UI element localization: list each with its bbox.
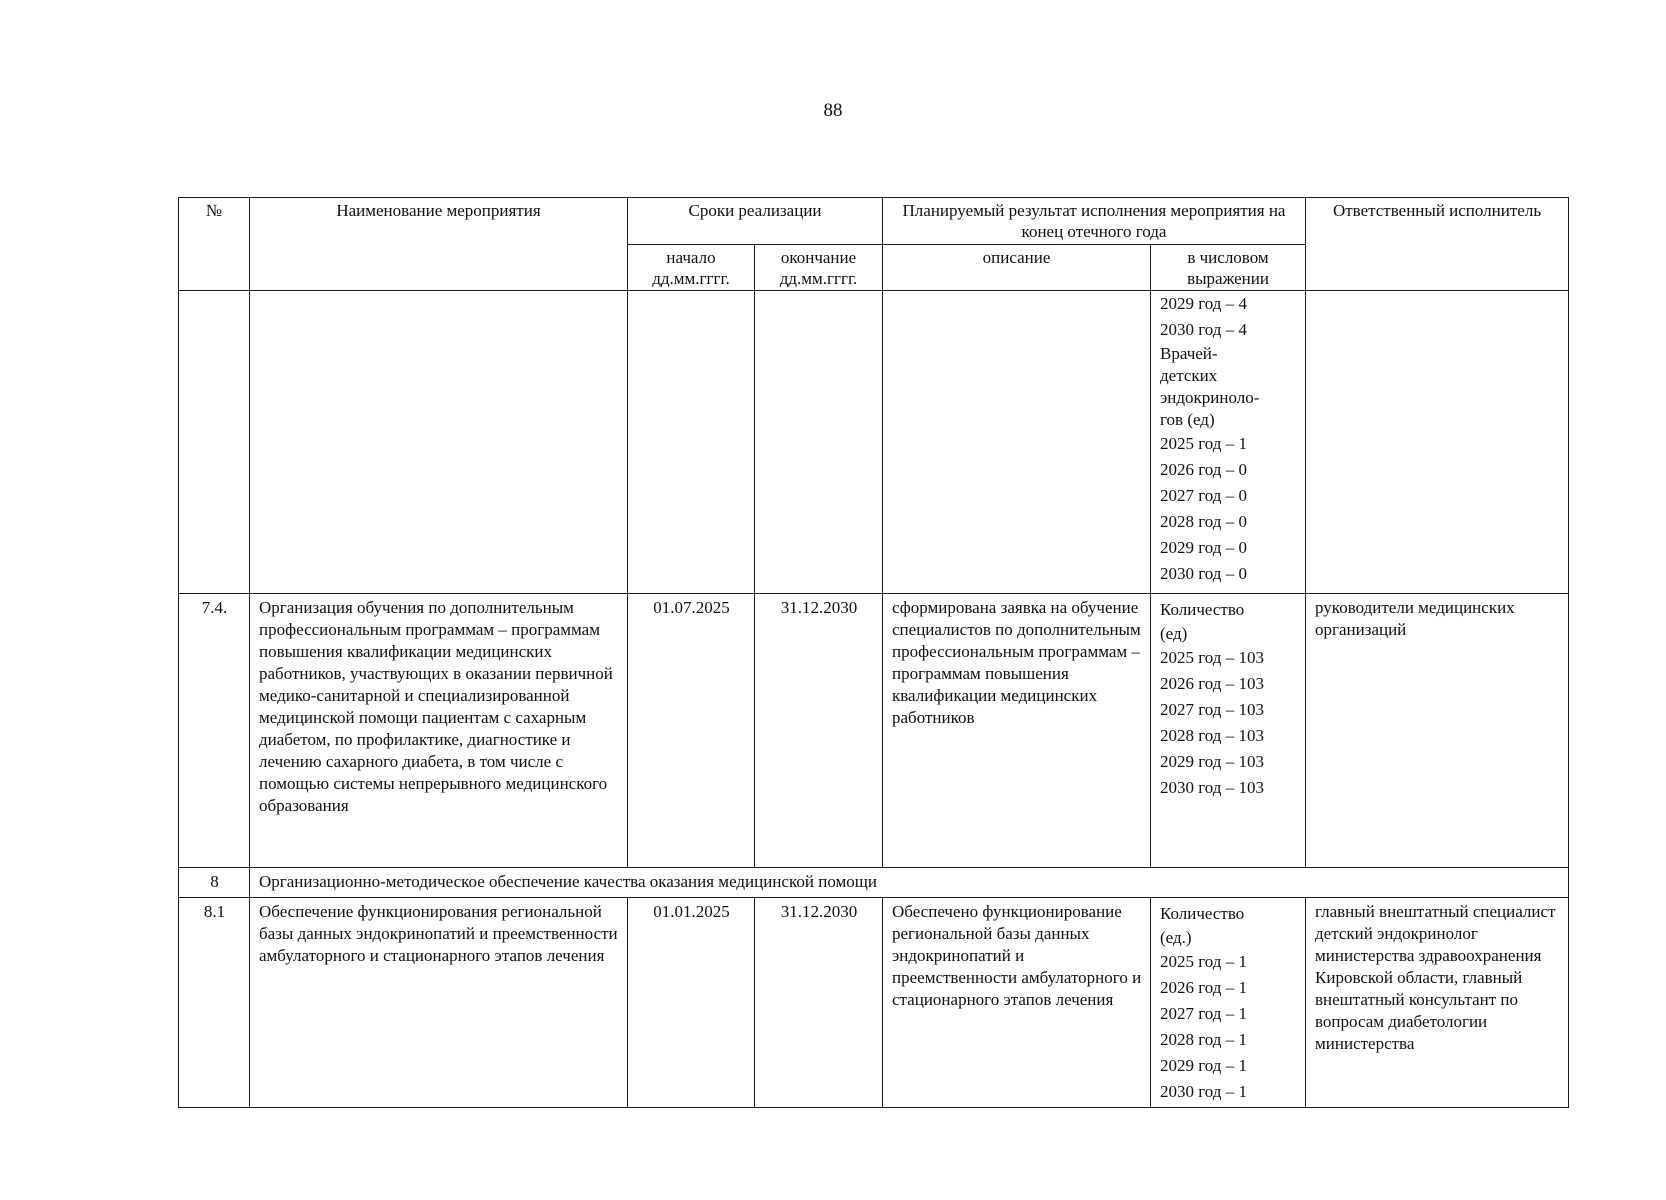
- numeric-values: [1151, 291, 1306, 594]
- section-row: [179, 868, 1569, 898]
- header-end-date: окончание дд.мм.гггг.: [755, 245, 883, 291]
- value-line: 2027 год – 1: [1160, 1004, 1247, 1023]
- value-line: 2026 год – 1: [1160, 978, 1247, 997]
- value-line: 2025 год – 1: [1160, 434, 1247, 453]
- value-line: 2029 год – 1: [1160, 1056, 1247, 1075]
- header-responsible: Ответственный исполнитель: [1306, 198, 1569, 291]
- header-number: №: [179, 198, 250, 291]
- table-row: [179, 594, 1569, 868]
- header-start-date: начало дд.мм.гггг.: [628, 245, 755, 291]
- header-event-name: Наименование мероприятия: [250, 198, 628, 291]
- numeric-values: [1151, 594, 1306, 868]
- value-line: 2029 год – 0: [1160, 538, 1247, 557]
- row-number: 7.4.: [179, 594, 250, 868]
- value-line: 2025 год – 103: [1160, 648, 1264, 667]
- end-date: 31.12.2030: [755, 594, 883, 868]
- end-date: 31.12.2030: [755, 898, 883, 1108]
- table-row: [179, 291, 1569, 594]
- row-number: 8.1: [179, 898, 250, 1108]
- result-description: сформирована заявка на обучение специалистов по дополнительным профессиональным программам – программам повышения квалификации медицинских работников: [883, 594, 1151, 868]
- value-line: 2029 год – 103: [1160, 752, 1264, 771]
- value-line: 2027 год – 103: [1160, 700, 1264, 719]
- value-line: 2025 год – 1: [1160, 952, 1247, 971]
- event-name: Обеспечение функционирования региональной базы данных эндокринопатий и преемственности амбулаторного и стационарного этапов лечения: [250, 898, 628, 1108]
- value-line: 2030 год – 103: [1160, 778, 1264, 797]
- value-line: Количество: [1160, 904, 1245, 923]
- numeric-values: [1151, 898, 1306, 1108]
- value-line: гов (ед): [1160, 410, 1215, 429]
- event-name: [250, 291, 628, 594]
- value-line: 2030 год – 1: [1160, 1082, 1247, 1101]
- value-line: 2028 год – 1: [1160, 1030, 1247, 1049]
- value-line: (ед.): [1160, 928, 1192, 947]
- value-line: Количество: [1160, 600, 1245, 619]
- section-number: 8: [179, 868, 250, 898]
- header-description: описание: [883, 245, 1151, 291]
- responsible-executor: главный внештатный специалист детский эндокринолог министерства здравоохранения Кировской области, главный внештатный консультант по вопросам диабетологии министерства: [1306, 898, 1569, 1108]
- value-line: Врачей-: [1160, 344, 1218, 363]
- section-title: Организационно-методическое обеспечение качества оказания медицинской помощи: [250, 868, 1569, 898]
- value-line: 2029 год – 4: [1160, 294, 1247, 313]
- value-line: 2030 год – 4: [1160, 320, 1247, 339]
- value-line: 2026 год – 0: [1160, 460, 1247, 479]
- page-number: 88: [823, 100, 843, 121]
- value-line: 2028 год – 103: [1160, 726, 1264, 745]
- row-number: [179, 291, 250, 594]
- result-description: [883, 291, 1151, 594]
- header-period: Сроки реализации: [628, 198, 883, 245]
- events-table: [178, 197, 1569, 1108]
- start-date: 01.07.2025: [628, 594, 755, 868]
- value-line: 2028 год – 0: [1160, 512, 1247, 531]
- event-name: Организация обучения по дополнительным профессиональным программам – программам повышения квалификации медицинских работников, участвующих в оказании первичной медико-санитарной и специализированной медицинской помощи пациентам с сахарным диабетом, по профилактике, диагностике и лечению сахарного диабета, в том числе с помощью системы непрерывного медицинского образования: [250, 594, 628, 868]
- table-row: [179, 898, 1569, 1108]
- value-line: (ед): [1160, 624, 1188, 643]
- responsible-executor: руководители медицинских организаций: [1306, 594, 1569, 868]
- start-date: 01.01.2025: [628, 898, 755, 1108]
- end-date: [755, 291, 883, 594]
- header-planned-result: Планируемый результат исполнения мероприятия на конец отечного года: [883, 198, 1306, 245]
- value-line: 2026 год – 103: [1160, 674, 1264, 693]
- responsible-executor: [1306, 291, 1569, 594]
- value-line: эндокриноло-: [1160, 388, 1260, 407]
- result-description: Обеспечено функционирование региональной базы данных эндокринопатий и преемственности амбулаторного и стационарного этапов лечения: [883, 898, 1151, 1108]
- value-line: 2030 год – 0: [1160, 564, 1247, 583]
- value-line: детских: [1160, 366, 1218, 385]
- start-date: [628, 291, 755, 594]
- value-line: 2027 год – 0: [1160, 486, 1247, 505]
- header-numeric-value: в числовом выражении: [1151, 245, 1306, 291]
